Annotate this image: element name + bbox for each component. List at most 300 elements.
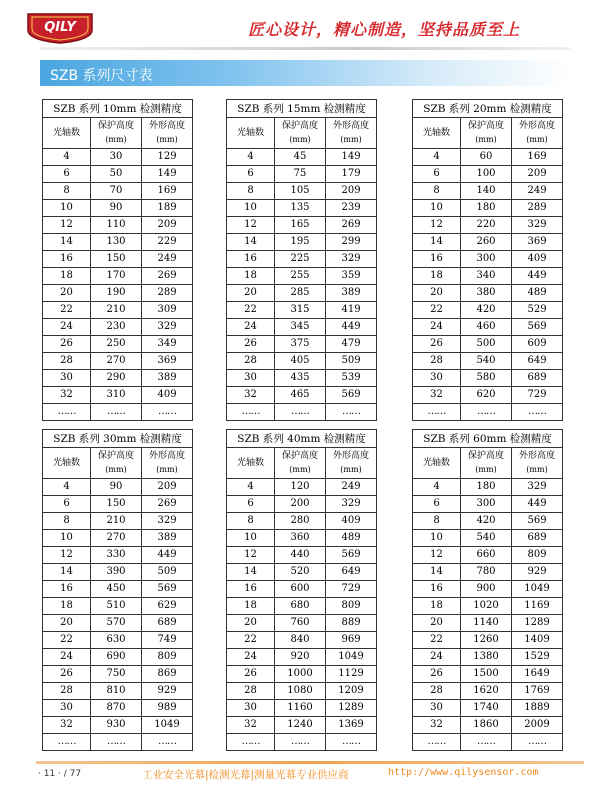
table-cell: 26 xyxy=(413,336,461,353)
table-cell: 540 xyxy=(461,353,512,370)
footer-divider xyxy=(36,761,584,764)
table-cell: 22 xyxy=(413,302,461,319)
header-label: 外形高度 xyxy=(519,121,556,131)
table-cell: 780 xyxy=(461,564,512,581)
table-cell: 18 xyxy=(413,598,461,615)
table-cell: 18 xyxy=(43,268,91,285)
table-row xyxy=(413,734,563,751)
header-protect-height xyxy=(91,118,142,149)
header-outer-height xyxy=(142,118,193,149)
table-cell: 1140 xyxy=(461,615,512,632)
table-cell: 195 xyxy=(275,234,326,251)
table-cell: 20 xyxy=(413,615,461,632)
table-cell: 30 xyxy=(413,370,461,387)
table-cell: 22 xyxy=(227,302,275,319)
table-cell: 18 xyxy=(43,598,91,615)
logo-text: QILY xyxy=(44,20,76,35)
table-cell: 32 xyxy=(43,717,91,734)
table-cell: 250 xyxy=(91,336,142,353)
table-cell: 30 xyxy=(227,370,275,387)
table-row xyxy=(227,149,377,166)
table-cell: 289 xyxy=(512,200,563,217)
header-unit: (mm) xyxy=(289,135,311,144)
table-cell: 28 xyxy=(413,353,461,370)
table-cell: 809 xyxy=(326,598,377,615)
table-row xyxy=(413,547,563,564)
table-cell: …… xyxy=(142,404,193,421)
table-row xyxy=(43,479,193,496)
table-cell: 10 xyxy=(43,530,91,547)
table-row xyxy=(227,217,377,234)
table-cell: 130 xyxy=(91,234,142,251)
table-row xyxy=(43,370,193,387)
table-cell: 369 xyxy=(512,234,563,251)
table-cell: 409 xyxy=(326,513,377,530)
table-cell: 900 xyxy=(461,581,512,598)
table-cell: 6 xyxy=(227,166,275,183)
table-row xyxy=(227,734,377,751)
table-row xyxy=(413,717,563,734)
table-cell: 20 xyxy=(43,615,91,632)
header-outer-height xyxy=(326,118,377,149)
table-row xyxy=(413,513,563,530)
table-cell: 90 xyxy=(91,200,142,217)
table-cell: 22 xyxy=(43,632,91,649)
table-cell: 529 xyxy=(512,302,563,319)
table-cell: 1369 xyxy=(326,717,377,734)
table-cell: 20 xyxy=(413,285,461,302)
table-cell: 190 xyxy=(91,285,142,302)
table-cell: 179 xyxy=(326,166,377,183)
table-row xyxy=(227,302,377,319)
header-outer-height xyxy=(512,118,563,149)
table-row xyxy=(43,734,193,751)
table-cell: 8 xyxy=(413,183,461,200)
table-row xyxy=(43,700,193,717)
table-row xyxy=(227,666,377,683)
table-cell: 369 xyxy=(142,353,193,370)
table-cell: 300 xyxy=(461,496,512,513)
table-cell: 260 xyxy=(461,234,512,251)
table-cell: 649 xyxy=(512,353,563,370)
table-row xyxy=(43,149,193,166)
table-row xyxy=(43,387,193,404)
table-row xyxy=(43,513,193,530)
table-row xyxy=(413,217,563,234)
table-cell: 690 xyxy=(91,649,142,666)
table-cell: 840 xyxy=(275,632,326,649)
table-cell: 60 xyxy=(461,149,512,166)
table-row xyxy=(43,598,193,615)
table-cell: 280 xyxy=(275,513,326,530)
section-title: SZB 系列尺寸表 xyxy=(50,68,153,84)
table-cell: 409 xyxy=(142,387,193,404)
size-table xyxy=(226,99,377,421)
table-row xyxy=(227,683,377,700)
table-cell: 375 xyxy=(275,336,326,353)
table-row xyxy=(227,319,377,336)
table-cell: 20 xyxy=(43,285,91,302)
table-cell: 489 xyxy=(512,285,563,302)
table-cell: 75 xyxy=(275,166,326,183)
table-caption: SZB 系列 10mm 检测精度 xyxy=(43,100,193,118)
table-cell: 920 xyxy=(275,649,326,666)
table-cell: 18 xyxy=(227,598,275,615)
table-row xyxy=(43,353,193,370)
table-cell: 1209 xyxy=(326,683,377,700)
table-row xyxy=(227,547,377,564)
table-row xyxy=(413,700,563,717)
table-cell: 300 xyxy=(461,251,512,268)
header-protect-height xyxy=(275,118,326,149)
table-cell: 6 xyxy=(43,496,91,513)
size-table xyxy=(42,99,193,421)
header-label: 外形高度 xyxy=(149,121,186,131)
table-row xyxy=(43,200,193,217)
table-cell: 249 xyxy=(326,479,377,496)
table-cell: 689 xyxy=(512,530,563,547)
table-row xyxy=(227,530,377,547)
table-cell: 4 xyxy=(227,479,275,496)
table-cell: 249 xyxy=(142,251,193,268)
table-cell: 390 xyxy=(91,564,142,581)
table-cell: 809 xyxy=(142,649,193,666)
table-cell: 24 xyxy=(227,319,275,336)
table-cell: 930 xyxy=(91,717,142,734)
table-row xyxy=(227,268,377,285)
table-cell: 750 xyxy=(91,666,142,683)
header-label: 外形高度 xyxy=(333,121,370,131)
table-cell: 10 xyxy=(413,530,461,547)
table-row xyxy=(43,234,193,251)
table-cell: 540 xyxy=(461,530,512,547)
table-row xyxy=(413,268,563,285)
table-cell: 4 xyxy=(413,479,461,496)
size-table xyxy=(412,429,563,751)
table-cell: 50 xyxy=(91,166,142,183)
table-cell: 309 xyxy=(142,302,193,319)
table-cell: 105 xyxy=(275,183,326,200)
table-row xyxy=(43,615,193,632)
table-cell: 500 xyxy=(461,336,512,353)
table-cell: 405 xyxy=(275,353,326,370)
table-row xyxy=(227,251,377,268)
table-row xyxy=(413,496,563,513)
table-cell: 249 xyxy=(512,183,563,200)
table-cell: 450 xyxy=(91,581,142,598)
table-cell: 32 xyxy=(413,387,461,404)
table-row xyxy=(227,353,377,370)
header-label: 保护高度 xyxy=(281,451,318,461)
table-row xyxy=(413,581,563,598)
table-cell: 689 xyxy=(512,370,563,387)
table-cell: 889 xyxy=(326,615,377,632)
table-cell: 14 xyxy=(413,564,461,581)
table-cell: 6 xyxy=(413,166,461,183)
header-axis-count: 光轴数 xyxy=(43,118,91,149)
header-label: 外形高度 xyxy=(149,451,186,461)
table-cell: 150 xyxy=(91,496,142,513)
table-row xyxy=(227,166,377,183)
table-row xyxy=(413,370,563,387)
table-cell: 329 xyxy=(512,217,563,234)
table-cell: 360 xyxy=(275,530,326,547)
table-cell: 12 xyxy=(43,547,91,564)
header-unit: (mm) xyxy=(156,135,178,144)
table-cell: 660 xyxy=(461,547,512,564)
table-cell: 1500 xyxy=(461,666,512,683)
table-cell: 329 xyxy=(326,251,377,268)
table-cell: 10 xyxy=(227,200,275,217)
table-cell: 1649 xyxy=(512,666,563,683)
table-cell: …… xyxy=(142,734,193,751)
table-cell: 26 xyxy=(43,336,91,353)
table-cell: 600 xyxy=(275,581,326,598)
table-row xyxy=(43,717,193,734)
table-cell: 210 xyxy=(91,302,142,319)
table-cell: 420 xyxy=(461,513,512,530)
footer-url[interactable]: http://www.qilysensor.com xyxy=(388,767,539,778)
table-cell: 969 xyxy=(326,632,377,649)
table-cell: 20 xyxy=(227,615,275,632)
table-cell: 510 xyxy=(91,598,142,615)
table-cell: 329 xyxy=(142,319,193,336)
table-row xyxy=(227,336,377,353)
table-row xyxy=(227,200,377,217)
table-cell: 1080 xyxy=(275,683,326,700)
table-cell: 16 xyxy=(413,251,461,268)
table-row xyxy=(413,336,563,353)
table-cell: 929 xyxy=(142,683,193,700)
header-unit: (mm) xyxy=(340,135,362,144)
table-cell: 22 xyxy=(43,302,91,319)
table-cell: 210 xyxy=(91,513,142,530)
table-cell: 209 xyxy=(142,217,193,234)
table-cell: 330 xyxy=(91,547,142,564)
table-row xyxy=(43,581,193,598)
table-row xyxy=(413,149,563,166)
table-cell: 509 xyxy=(326,353,377,370)
table-cell: 18 xyxy=(413,268,461,285)
table-cell: 24 xyxy=(43,319,91,336)
table-row xyxy=(413,353,563,370)
table-cell: 169 xyxy=(142,183,193,200)
table-caption: SZB 系列 30mm 检测精度 xyxy=(43,430,193,448)
table-cell: 26 xyxy=(43,666,91,683)
table-cell: 929 xyxy=(512,564,563,581)
table-cell: 329 xyxy=(326,496,377,513)
table-row xyxy=(227,700,377,717)
table-cell: 28 xyxy=(413,683,461,700)
table-cell: 10 xyxy=(413,200,461,217)
table-cell: 8 xyxy=(227,513,275,530)
table-cell: …… xyxy=(275,404,326,421)
table-cell: 1240 xyxy=(275,717,326,734)
table-cell: 329 xyxy=(142,513,193,530)
header-unit: (mm) xyxy=(289,465,311,474)
table-cell: 419 xyxy=(326,302,377,319)
table-cell: 1529 xyxy=(512,649,563,666)
table-cell: 8 xyxy=(413,513,461,530)
table-cell: 28 xyxy=(227,353,275,370)
table-row xyxy=(413,302,563,319)
table-cell: 1620 xyxy=(461,683,512,700)
table-cell: 465 xyxy=(275,387,326,404)
table-cell: 389 xyxy=(142,530,193,547)
table-cell: …… xyxy=(413,734,461,751)
table-cell: 209 xyxy=(512,166,563,183)
table-row xyxy=(227,183,377,200)
table-row xyxy=(227,370,377,387)
table-cell: 4 xyxy=(43,479,91,496)
table-cell: …… xyxy=(512,734,563,751)
table-cell: 32 xyxy=(413,717,461,734)
table-cell: 14 xyxy=(43,564,91,581)
table-cell: 989 xyxy=(142,700,193,717)
table-cell: …… xyxy=(413,404,461,421)
table-cell: 1380 xyxy=(461,649,512,666)
table-row xyxy=(43,319,193,336)
table-row xyxy=(413,404,563,421)
table-cell: 26 xyxy=(227,336,275,353)
table-row xyxy=(413,598,563,615)
table-cell: 149 xyxy=(326,149,377,166)
table-cell: 28 xyxy=(43,683,91,700)
table-cell: 180 xyxy=(461,200,512,217)
table-cell: 8 xyxy=(43,513,91,530)
table-cell: 460 xyxy=(461,319,512,336)
table-cell: 389 xyxy=(326,285,377,302)
table-cell: 449 xyxy=(512,496,563,513)
table-cell: 140 xyxy=(461,183,512,200)
table-cell: 10 xyxy=(43,200,91,217)
table-cell: 435 xyxy=(275,370,326,387)
header-unit: (mm) xyxy=(475,465,497,474)
table-row xyxy=(227,598,377,615)
header-label: 保护高度 xyxy=(97,121,134,131)
table-cell: 20 xyxy=(227,285,275,302)
table-row xyxy=(227,649,377,666)
table-cell: 28 xyxy=(227,683,275,700)
table-row xyxy=(227,581,377,598)
table-row xyxy=(43,564,193,581)
table-cell: …… xyxy=(227,734,275,751)
table-cell: 165 xyxy=(275,217,326,234)
table-cell: 809 xyxy=(512,547,563,564)
table-cell: …… xyxy=(326,734,377,751)
table-cell: 1740 xyxy=(461,700,512,717)
table-row xyxy=(227,513,377,530)
table-row xyxy=(43,217,193,234)
table-cell: 729 xyxy=(512,387,563,404)
table-row xyxy=(43,404,193,421)
table-cell: 440 xyxy=(275,547,326,564)
table-cell: …… xyxy=(461,734,512,751)
table-cell: 220 xyxy=(461,217,512,234)
table-cell: 1289 xyxy=(512,615,563,632)
table-cell: 569 xyxy=(512,319,563,336)
table-cell: 359 xyxy=(326,268,377,285)
table-cell: 609 xyxy=(512,336,563,353)
table-cell: 649 xyxy=(326,564,377,581)
table-cell: 32 xyxy=(227,387,275,404)
table-cell: 150 xyxy=(91,251,142,268)
slogan: 匠心设计，精心制造，坚持品质至上 xyxy=(247,20,520,39)
table-cell: 16 xyxy=(227,581,275,598)
header-axis-count: 光轴数 xyxy=(227,118,275,149)
table-cell: 2009 xyxy=(512,717,563,734)
table-row xyxy=(227,234,377,251)
table-cell: 539 xyxy=(326,370,377,387)
table-cell: …… xyxy=(275,734,326,751)
table-cell: 810 xyxy=(91,683,142,700)
page-number: · 11 · / 77 xyxy=(38,769,82,779)
table-cell: 449 xyxy=(512,268,563,285)
table-row xyxy=(227,479,377,496)
table-cell: 409 xyxy=(512,251,563,268)
table-cell: 6 xyxy=(43,166,91,183)
table-row xyxy=(413,183,563,200)
table-cell: 520 xyxy=(275,564,326,581)
table-cell: 129 xyxy=(142,149,193,166)
table-cell: 6 xyxy=(413,496,461,513)
header-axis-count: 光轴数 xyxy=(413,118,461,149)
header-unit: (mm) xyxy=(475,135,497,144)
table-cell: 12 xyxy=(227,217,275,234)
table-cell: 28 xyxy=(43,353,91,370)
table-cell: 1260 xyxy=(461,632,512,649)
header-label: 保护高度 xyxy=(281,121,318,131)
table-cell: 30 xyxy=(43,700,91,717)
table-caption: SZB 系列 20mm 检测精度 xyxy=(413,100,563,118)
table-cell: 749 xyxy=(142,632,193,649)
table-cell: 8 xyxy=(43,183,91,200)
header-divider xyxy=(40,47,570,50)
table-row xyxy=(43,302,193,319)
table-cell: 1409 xyxy=(512,632,563,649)
table-row xyxy=(413,200,563,217)
table-cell: 14 xyxy=(227,564,275,581)
table-row xyxy=(413,615,563,632)
table-row xyxy=(43,496,193,513)
table-cell: 135 xyxy=(275,200,326,217)
table-cell: 449 xyxy=(326,319,377,336)
table-cell: 1769 xyxy=(512,683,563,700)
table-row xyxy=(413,285,563,302)
table-cell: 1889 xyxy=(512,700,563,717)
table-cell: 270 xyxy=(91,530,142,547)
table-cell: 255 xyxy=(275,268,326,285)
table-cell: 32 xyxy=(227,717,275,734)
table-cell: 680 xyxy=(275,598,326,615)
table-row xyxy=(413,683,563,700)
table-cell: 6 xyxy=(227,496,275,513)
table-cell: 209 xyxy=(142,479,193,496)
table-cell: 449 xyxy=(142,547,193,564)
table-cell: …… xyxy=(91,404,142,421)
table-cell: 12 xyxy=(413,547,461,564)
table-row xyxy=(413,319,563,336)
table-cell: 32 xyxy=(43,387,91,404)
header-unit: (mm) xyxy=(526,135,548,144)
table-cell: 24 xyxy=(43,649,91,666)
table-cell: …… xyxy=(91,734,142,751)
table-caption: SZB 系列 15mm 检测精度 xyxy=(227,100,377,118)
table-cell: 289 xyxy=(142,285,193,302)
header-label: 外形高度 xyxy=(333,451,370,461)
table-cell: 329 xyxy=(512,479,563,496)
table-row xyxy=(413,530,563,547)
